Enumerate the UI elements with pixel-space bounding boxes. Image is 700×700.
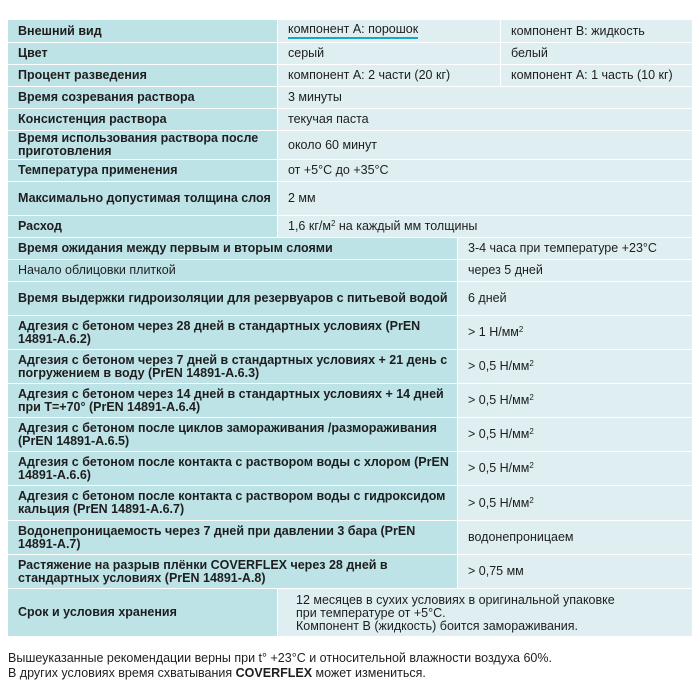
table-row <box>8 65 692 87</box>
row-value-text: от +5°С до +35°С <box>288 163 389 177</box>
row-label <box>8 486 458 520</box>
row-value-text: 3 минуты <box>288 90 342 104</box>
row-label <box>8 87 278 108</box>
row-label <box>8 182 278 215</box>
row-value-text: > 0,5 $Н/мм^2$ <box>468 495 534 510</box>
row-value <box>458 555 692 588</box>
footer-line-2: В других условиях время схватывания COVERFLEX может измениться. <box>8 666 426 680</box>
row-value-text: компонент В: жидкость <box>511 23 645 38</box>
table-row <box>8 486 692 521</box>
row-value-component-b <box>501 65 692 86</box>
table-row <box>8 384 692 418</box>
row-label-text: Растяжение на разрыв плёнки COVERFLEX через 28 дней в стандартных условиях (PrEN 14891-A.8) <box>18 557 388 585</box>
table-row <box>8 238 692 260</box>
row-value-text: > 1 $Н/мм^2$ <box>468 325 524 339</box>
row-label <box>8 418 458 451</box>
storage-conditions <box>296 592 615 633</box>
table-row <box>8 87 692 109</box>
table-row <box>8 350 692 384</box>
row-label-text: Консистенция раствора <box>18 112 167 126</box>
table-row <box>8 109 692 131</box>
row-label-text: Срок и условия хранения <box>18 605 177 619</box>
row-value-text: около 60 минут <box>288 137 377 152</box>
row-value-text: компонент А: порошок <box>288 23 418 39</box>
row-label-text: Начало облицовки плиткой <box>18 263 176 277</box>
row-label <box>8 131 278 159</box>
row-label-text: Время созревания раствора <box>18 90 195 104</box>
row-label-text: Адгезия с бетоном после контакта с раствором воды с хлором (PrEN 14891-A.6.6) <box>18 454 449 482</box>
storage-line: 12 месяцев в сухих условиях в оригинальной упаковке <box>296 593 615 607</box>
row-value <box>458 452 692 485</box>
table-row <box>8 555 692 589</box>
row-label <box>8 216 278 237</box>
table-row <box>8 282 692 316</box>
row-value-component-b <box>501 43 692 64</box>
row-value-text: > 0,5 $Н/мм^2$ <box>468 393 534 407</box>
row-label <box>8 521 458 554</box>
table-row <box>8 521 692 555</box>
row-value <box>458 316 692 349</box>
row-value-text: через 5 дней <box>468 263 543 277</box>
row-label <box>8 43 278 64</box>
row-value-text: компонент А: 1 часть (10 кг) <box>511 68 673 82</box>
row-label <box>8 350 458 383</box>
row-label-text: Температура применения <box>18 163 178 177</box>
row-label-text: Водонепроницаемость через 7 дней при давлении 3 бара (PrEN 14891-A.7) <box>18 523 416 551</box>
row-label <box>8 555 458 588</box>
spec-table <box>8 20 692 637</box>
row-label-text: Максимально допустимая толщина слоя <box>18 191 271 205</box>
row-value-text: серый <box>288 46 325 60</box>
row-value-text: текучая паста <box>288 112 369 126</box>
row-value <box>278 109 692 130</box>
table-row <box>8 160 692 182</box>
row-value <box>458 282 692 315</box>
row-value-text: > 0,5 $Н/мм^2$ <box>468 461 534 475</box>
row-label-text: Время использования раствора после приготовления <box>18 131 259 158</box>
row-label <box>8 260 458 281</box>
row-value-text: белый <box>511 46 548 60</box>
table-row <box>8 131 692 160</box>
table-row <box>8 43 692 65</box>
row-label-text: Процент разведения <box>18 68 147 82</box>
storage-line: Компонент В (жидкость) боится замораживания. <box>296 619 579 633</box>
row-label <box>8 160 278 181</box>
row-value-text: 6 дней <box>468 291 507 305</box>
table-row <box>8 316 692 350</box>
row-value <box>458 350 692 383</box>
table-row <box>8 20 692 43</box>
row-label-text: Время выдержки гидроизоляции для резервуаров с питьевой водой <box>18 291 448 305</box>
storage-line: при температуре от +5°С. <box>296 606 446 620</box>
row-value <box>458 238 692 259</box>
table-row <box>8 182 692 216</box>
row-value <box>278 87 692 108</box>
row-value <box>458 418 692 451</box>
row-value-text: 2 мм <box>288 191 316 205</box>
row-value <box>458 521 692 554</box>
row-value-text: 3-4 часа при температуре +23°С <box>468 241 657 255</box>
table-row-storage <box>8 589 692 637</box>
row-value <box>278 216 692 237</box>
table-row <box>8 418 692 452</box>
footer-line-1: Вышеуказанные рекомендации верны при t° +23°С и относительной влажности воздуха 60%. <box>8 651 552 665</box>
row-value-component-a <box>278 20 501 42</box>
row-label <box>8 20 278 42</box>
row-value <box>278 589 692 636</box>
row-value <box>458 260 692 281</box>
row-value-text: водонепроницаем <box>468 530 574 544</box>
row-label <box>8 452 458 485</box>
row-label <box>8 589 278 636</box>
row-label-text: Время ожидания между первым и вторым слоями <box>18 241 333 255</box>
row-value <box>458 486 692 520</box>
row-label <box>8 384 458 417</box>
row-label <box>8 238 458 259</box>
row-label <box>8 282 458 315</box>
row-label <box>8 109 278 130</box>
row-value-text: > 0,75 мм <box>468 564 524 578</box>
row-label-text: Адгезия с бетоном после контакта с раствором воды с гидроксидом кальция (PrEN 14891-A.6.7) <box>18 489 446 516</box>
footer-brand: COVERFLEX <box>235 666 313 680</box>
row-label-text: Расход <box>18 219 62 233</box>
row-value-component-b <box>501 20 692 42</box>
table-row <box>8 452 692 486</box>
row-label-text: Адгезия с бетоном через 7 дней в стандартных условиях + 21 день с погружением в воду (PrEN 14891-A.6.3) <box>18 352 448 380</box>
row-value <box>458 384 692 417</box>
row-value-component-a <box>278 65 501 86</box>
table-row <box>8 260 692 282</box>
row-value <box>278 182 692 215</box>
row-label-text: Адгезия с бетоном через 28 дней в стандартных условиях (PrEN 14891-A.6.2) <box>18 318 421 346</box>
row-value-text: > 0,5 $Н/мм^2$ <box>468 427 534 441</box>
row-value-text: > 0,5 $Н/мм^2$ <box>468 359 534 373</box>
row-label-text: Адгезия с бетоном через 14 дней в стандартных условиях + 14 дней при Т=+70° (PrEN 14891-A.6.4) <box>18 386 444 414</box>
footer-note <box>8 651 692 681</box>
row-label-text: Адгезия с бетоном после циклов замораживания /размораживания (PrEN 14891-A.6.5) <box>18 420 437 448</box>
row-label-text: Внешний вид <box>18 23 102 38</box>
row-label <box>8 316 458 349</box>
table-row <box>8 216 692 238</box>
row-label-text: Цвет <box>18 46 48 60</box>
row-value <box>278 160 692 181</box>
row-label <box>8 65 278 86</box>
row-value-text: 1,6 $кг/м^2$ на каждый мм толщины <box>288 219 478 233</box>
row-value-text: компонент А: 2 части (20 кг) <box>288 68 451 82</box>
row-value-component-a <box>278 43 501 64</box>
row-value <box>278 131 692 159</box>
